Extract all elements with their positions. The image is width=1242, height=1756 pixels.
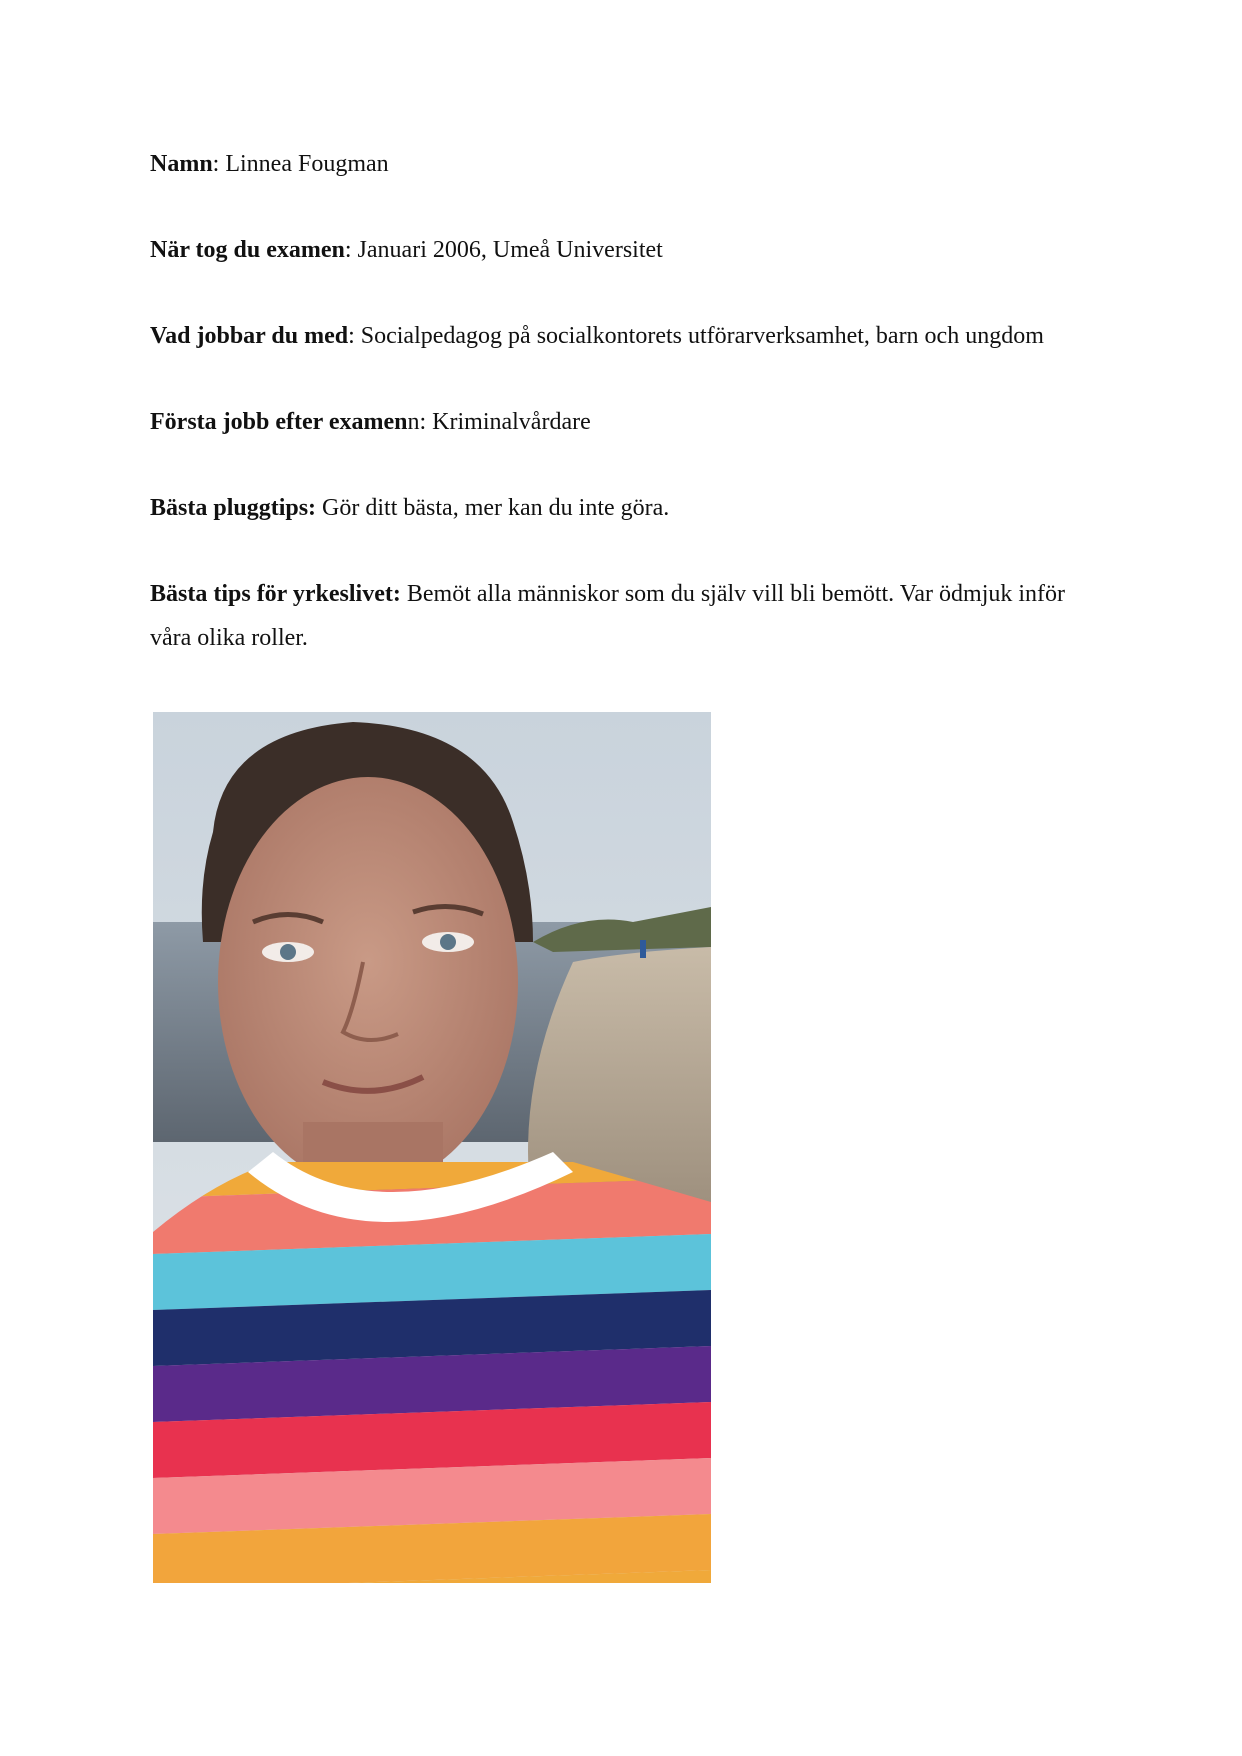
field-value: : Januari 2006, Umeå Universitet: [344, 237, 663, 263]
right-iris: [440, 934, 456, 950]
field-value: : Kriminalvårdare: [419, 409, 591, 435]
field-label: När tog du examen: [150, 237, 345, 263]
field-value: : Socialpedagog på socialkontorets utförarverksamhet, barn och ungdom: [348, 323, 1044, 349]
field-career-tip: [150, 572, 1110, 660]
field-value: Gör ditt bästa, mer kan du inte göra.: [316, 495, 670, 521]
field-first-job: [150, 400, 591, 444]
field-value: : Linnea Fougman: [212, 151, 389, 177]
field-value: Bemöt alla människor som du själv vill bli bemött. Var ödmjuk inför våra olika roller.: [150, 581, 1066, 651]
field-study-tip: [150, 486, 669, 530]
field-label-tail: n: [407, 409, 420, 435]
distant-person: [640, 940, 646, 958]
portrait-photo: [153, 712, 711, 1583]
field-current-job: [150, 314, 1044, 358]
field-label: Vad jobbar du med: [150, 323, 349, 349]
field-label: Bästa tips för yrkeslivet:: [150, 581, 401, 607]
portrait-photo-icon: [153, 712, 711, 1583]
field-label: Bästa pluggtips:: [150, 495, 317, 521]
field-graduation: [150, 228, 663, 272]
field-label: Namn: [150, 151, 213, 177]
field-label: Första jobb efter examen: [150, 409, 408, 435]
left-iris: [280, 944, 296, 960]
field-name: [150, 142, 389, 186]
